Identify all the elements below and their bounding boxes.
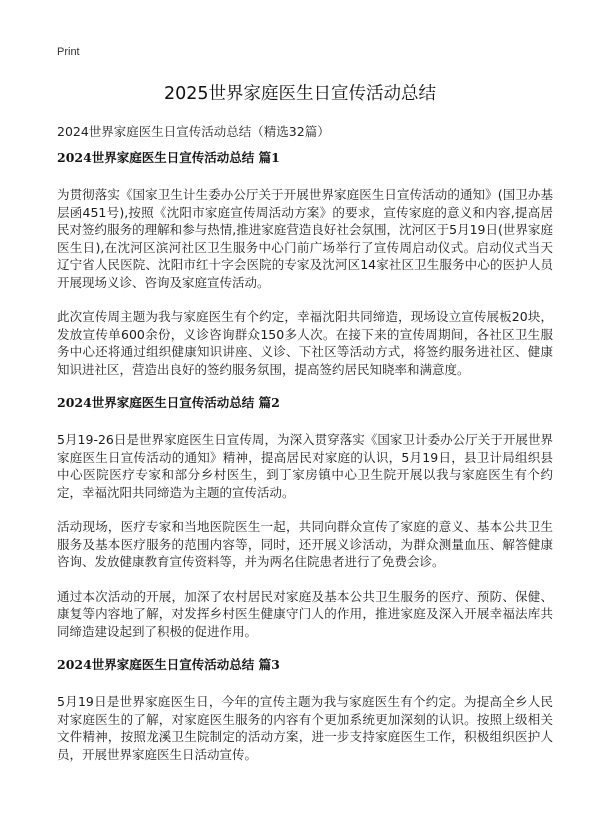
document-subtitle: 2024世界家庭医生日宣传活动总结（精选32篇） [57, 124, 330, 139]
paragraph: 此次宣传周主题为我与家庭医生有个约定，幸福沈阳共同缔造，现场设立宣传展板20块，发放宣传单600余份，义诊咨询群众150多人次。在接下来的宣传周期间，各社区卫生服务中心还将通过组织健康知识讲座、义诊、下社区等活动方式，将签约服务进社区、健康知识进社区，营造出良好的签约服务氛围，提高签约居民知晓率和满意度。 [57, 309, 553, 377]
section-heading: 2024世界家庭医生日宣传活动总结 篇3 [57, 657, 280, 672]
print-link[interactable]: Print [57, 46, 80, 58]
paragraph: 5月19-26日是世界家庭医生日宣传周，为深入贯穿落实《国家卫计委办公厅关于开展世界家庭医生日宣传活动的通知》精神，提高居民对家庭的认识，5月19日，县卫计局组织县中心医院医疗专家和部分乡村医生，到丁家房镇中心卫生院开展以我与家庭医生有个约定，幸福沈阳共同缔造为主题的宣传活动。 [57, 432, 553, 500]
document-body [57, 150, 553, 780]
paragraph: 5月19日是世界家庭医生日，今年的宣传主题为我与家庭医生有个约定。为提高全乡人民对家庭医生的了解，对家庭医生服务的内容有个更加系统更加深刻的认识。按照上级相关文件精神，按照龙溪卫生院制定的活动方案，进一步支持家庭医生工作，积极组织医护人员，开展世界家庭医生日活动宣传。 [57, 694, 553, 762]
page-title: 2025世界家庭医生日宣传活动总结 [163, 84, 437, 104]
section-1 [57, 150, 553, 378]
section-3 [57, 657, 553, 763]
section-heading: 2024世界家庭医生日宣传活动总结 篇1 [57, 150, 280, 165]
paragraph: 为贯彻落实《国家卫生计生委办公厅关于开展世界家庭医生日宣传活动的通知》(国卫办基层函451号),按照《沈阳市家庭宣传周活动方案》的要求，宣传家庭的意义和内容,提高居民对签约服务的理解和参与热情,推进家庭营造良好社会氛围，沈河区于5月19日(世界家庭医生日),在沈河区滨河社区卫生服务中心门前广场举行了宣传周启动仪式。启动仪式当天辽宁省人民医院、沈阳市红十字会医院的专家及沈河区14家社区卫生服务中心的医护人员开展现场义诊、咨询及家庭宣传活动。 [57, 187, 553, 290]
section-heading: 2024世界家庭医生日宣传活动总结 篇2 [57, 395, 280, 410]
paragraph: 活动现场，医疗专家和当地医院医生一起，共同向群众宣传了家庭的意义、基本公共卫生服务及基本医疗服务的范围内容等，同时，还开展义诊活动，为群众测量血压、解答健康咨询、发放健康教育宣传资料等，并为两名住院患者进行了免费会诊。 [57, 519, 553, 569]
section-2 [57, 395, 553, 640]
paragraph: 通过本次活动的开展，加深了农村居民对家庭及基本公共卫生服务的医疗、预防、保健、康复等内容地了解，对发挥乡村医生健康守门人的作用，推进家庭及深入开展幸福法库共同缔造建设起到了积极的促进作用。 [57, 588, 553, 639]
